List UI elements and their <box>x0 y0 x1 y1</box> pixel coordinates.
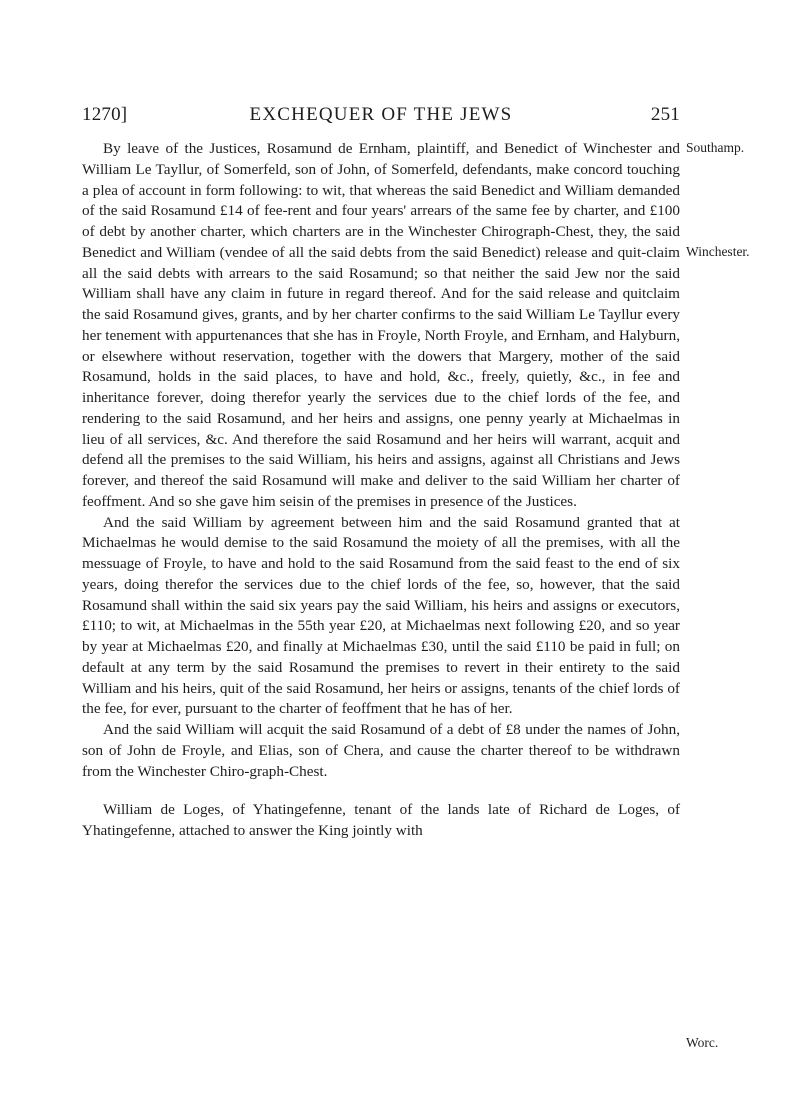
paragraph-concord: By leave of the Justices, Rosamund de Ernham, plaintiff, and Benedict of Winchester and William Le Tayllur, of Somerfeld, son of John, of Somerfeld, defendants, make concord touching a plea of account in form following: to wit, that whereas the said Benedict and William demanded of the said Rosamund £14 of fee-rent and four years' arrears of the same fee by charter, and £100 of debt by another charter, which charters are in the Winchester Chirograph-Chest, they, the said Benedict and William (vendee of all the said debts from the said Benedict) release and quit-claim all the said debts with arrears to the said Rosamund; so that neither the said Jew nor the said William shall have any claim in future in regard thereof. And for the said release and quitclaim the said Rosamund gives, grants, and by her charter confirms to the said William Le Tayllur every her tenement with appurtenances that she has in Froyle, North Froyle, and Ernham, and Halyburn, or elsewhere without reservation, together with the dowers that Margery, mother of the said Rosamund, holds in the said places, to have and hold, &c., freely, quietly, &c., in fee and inheritance forever, doing therefor yearly the services due to the chief lords of the fee, and rendering to the said Rosamund, and her heirs and assigns, one penny yearly at Michaelmas in lieu of all services, &c. And therefore the said Rosamund and her heirs will warrant, acquit and defend all the premises to the said William, his heirs and assigns, against all Christians and Jews forever, and thereof the said Rosamund will make and deliver to the said William her charter of feoffment. And so she gave him seisin of the premises in presence of the Justices. <box>82 140 680 510</box>
margin-note-worc: Worc. <box>686 1035 719 1050</box>
page-number: 251 <box>650 104 680 125</box>
paragraph-demise: And the said William by agreement between him and the said Rosamund granted that at Michaelmas he would demise to the said Rosamund the moiety of all the premises, with all the messuage of Froyle, to have and hold to the said Rosamund from the said feast to the end of six years, doing therefor the services due to the chief lords of the fee, so, however, that the said Rosamund shall within the said six years pay the said William, his heirs and assigns or executors, £110; to wit, at Michaelmas in the 55th year £20, at Michaelmas next following £20, and so year by year at Michaelmas £20, and finally at Michaelmas £30, until the said £110 be paid in full; on default at any term by the said Rosamund the premises to revert in their entirety to the said William and his heirs, quit of the said Rosamund, her heirs or assigns, tenants of the chief lords of the fee, for ever, pursuant to the charter of feoffment that he has of her. <box>82 513 680 718</box>
paragraph-acquittal: And the said William will acquit the said Rosamund of a debt of £8 under the names of John, son of John de Froyle, and Elias, son of Chera, and cause the charter thereof to be withdrawn from the Winchester Chiro-graph-Chest. <box>82 721 680 780</box>
paragraph-loges: William de Loges, of Yhatingefenne, tenant of the lands late of Richard de Loges, of Yhatingefenne, attached to answer the King jointly with <box>82 801 680 839</box>
running-head <box>82 104 680 128</box>
margin-note-southamp: Southamp. <box>686 140 745 155</box>
margin-note-winchester: Winchester. <box>686 244 750 259</box>
running-head-year: 1270] <box>82 104 128 125</box>
body-text <box>82 139 680 842</box>
running-head-title: EXCHEQUER OF THE JEWS <box>249 104 513 125</box>
